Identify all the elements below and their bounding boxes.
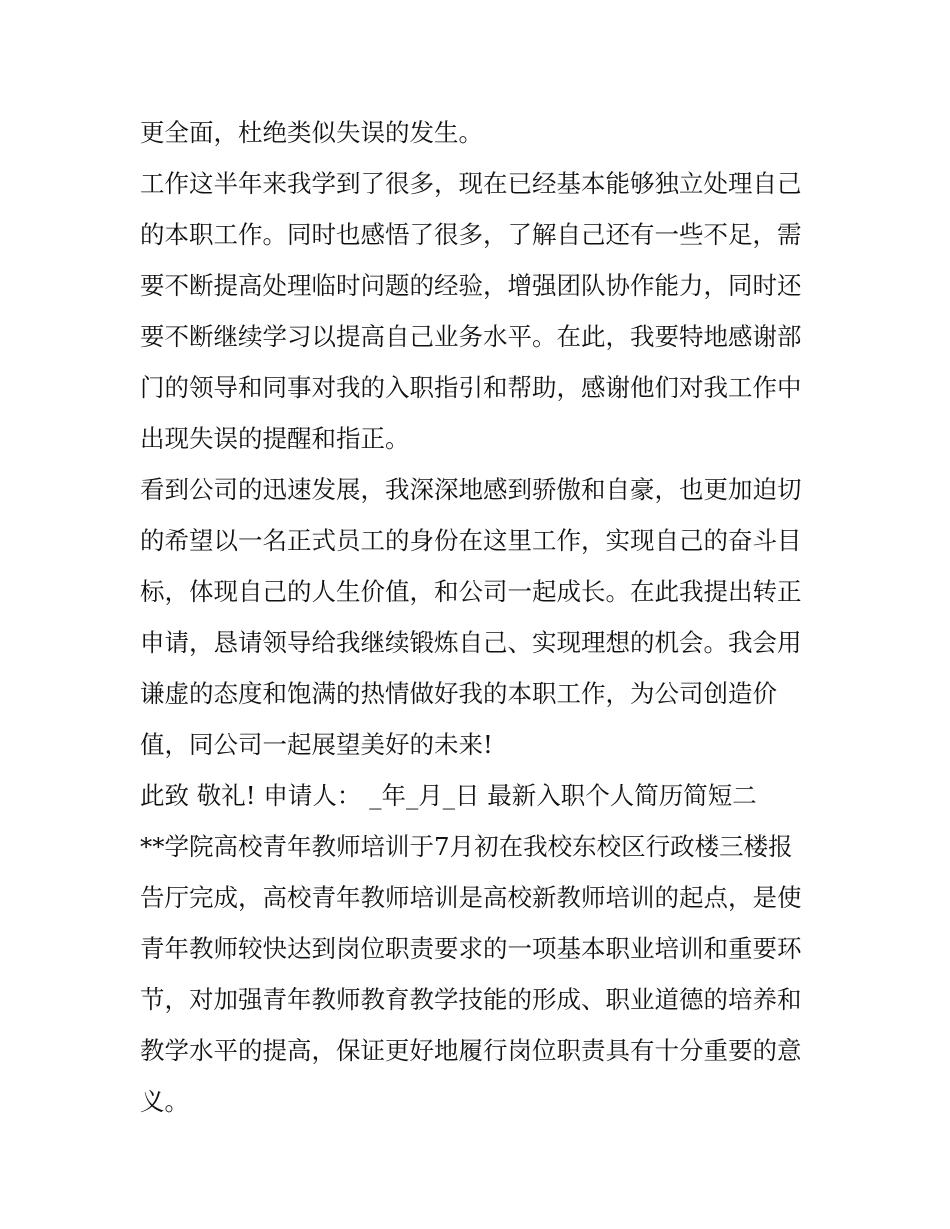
text-line: 要不断提高处理临时问题的经验，增强团队协作能力，同时还 — [140, 271, 802, 300]
text-line: 义。 — [140, 1087, 189, 1116]
text-line: 看到公司的迅速发展，我深深地感到骄傲和自豪，也更加迫切 — [140, 475, 802, 504]
text-line: 值，同公司一起展望美好的未来! — [140, 730, 493, 759]
text-line: 出现失误的提醒和指正。 — [140, 424, 410, 453]
document-body — [140, 107, 820, 1127]
text-line: 此致 敬礼! 申请人： _年_月_日 最新入职个人简历简短二 — [140, 781, 757, 810]
text-line: 教学水平的提高，保证更好地履行岗位职责具有十分重要的意 — [140, 1036, 802, 1065]
text-line: 门的领导和同事对我的入职指引和帮助，感谢他们对我工作中 — [140, 373, 802, 402]
text-line: 的希望以一名正式员工的身份在这里工作，实现自己的奋斗目 — [140, 526, 802, 555]
text-line: 青年教师较快达到岗位职责要求的一项基本职业培训和重要环 — [140, 934, 802, 963]
text-line: 标，体现自己的人生价值，和公司一起成长。在此我提出转正 — [140, 577, 802, 606]
text-line: 工作这半年来我学到了很多，现在已经基本能够独立处理自己 — [140, 169, 802, 198]
text-line: 的本职工作。同时也感悟了很多，了解自己还有一些不足，需 — [140, 220, 802, 249]
text-line: 申请，恳请领导给我继续锻炼自己、实现理想的机会。我会用 — [140, 628, 802, 657]
text-line: 更全面，杜绝类似失误的发生。 — [140, 118, 483, 147]
text-line: 告厅完成，高校青年教师培训是高校新教师培训的起点，是使 — [140, 883, 802, 912]
text-line: 节，对加强青年教师教育教学技能的形成、职业道德的培养和 — [140, 985, 802, 1014]
text-line: 要不断继续学习以提高自己业务水平。在此，我要特地感谢部 — [140, 322, 802, 351]
text-line: **学院高校青年教师培训于7月初在我校东校区行政楼三楼报 — [140, 832, 793, 861]
text-line: 谦虚的态度和饱满的热情做好我的本职工作，为公司创造价 — [140, 679, 777, 708]
